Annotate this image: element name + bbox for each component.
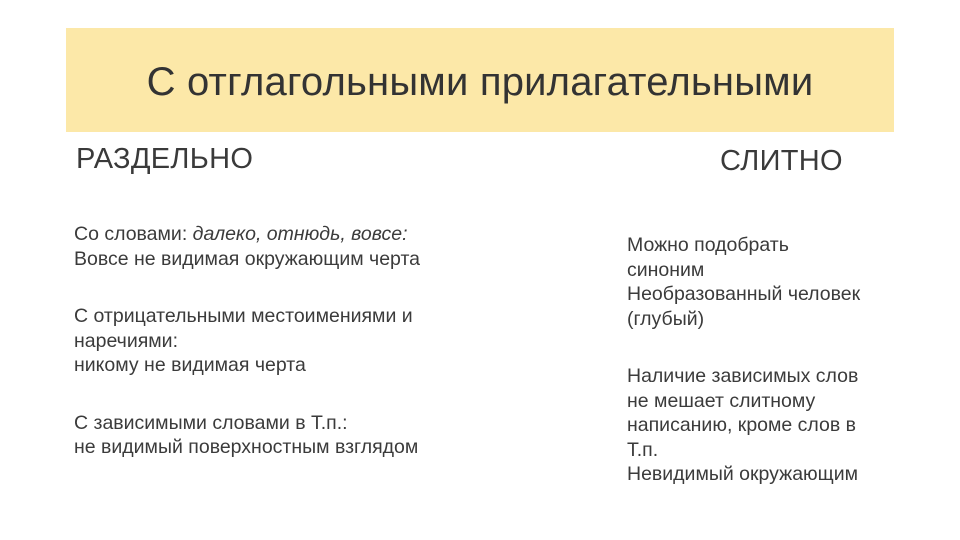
- rule-line: Т.п.: [627, 438, 659, 461]
- rule-line: С зависимыми словами в Т.п.:: [74, 411, 348, 434]
- rule-line: наречиями:: [74, 329, 178, 352]
- rule-line: не мешает слитному: [627, 389, 816, 412]
- rule-block-synonym: [627, 233, 937, 331]
- rule-block-dependent-words: [627, 364, 937, 487]
- example-line: Вовсе не видимая окружающим черта: [74, 247, 421, 270]
- left-column-heading: РАЗДЕЛЬНО: [76, 143, 254, 175]
- left-column: [74, 222, 524, 460]
- right-column: [627, 233, 937, 487]
- slide-title: С отглагольными прилагательными: [146, 59, 814, 104]
- rule-block-negative-pronouns: [74, 304, 524, 378]
- example-line: никому не видимая черта: [74, 354, 306, 376]
- example-line: (глубый): [627, 307, 705, 330]
- rule-words-italic: далеко, отнюдь, вовсе:: [192, 223, 408, 245]
- example-line: Необразованный человек: [627, 283, 861, 305]
- rule-prefix: Со словами:: [74, 223, 193, 245]
- rule-line: [74, 222, 524, 247]
- rule-line: синоним: [627, 258, 705, 281]
- rule-block-instrumental: [74, 411, 524, 460]
- example-line: не видимый поверхностным взглядом: [74, 436, 419, 458]
- rule-line: Наличие зависимых слов: [627, 365, 859, 387]
- rule-line: С отрицательными местоимениями и: [74, 305, 413, 327]
- example-line: Невидимый окружающим: [627, 463, 859, 485]
- right-column-heading: СЛИТНО: [720, 145, 843, 177]
- title-band: [66, 28, 894, 132]
- rule-line: Можно подобрать: [627, 234, 789, 256]
- rule-line: написанию, кроме слов в: [627, 414, 857, 436]
- rule-block-adverbs: [74, 222, 524, 271]
